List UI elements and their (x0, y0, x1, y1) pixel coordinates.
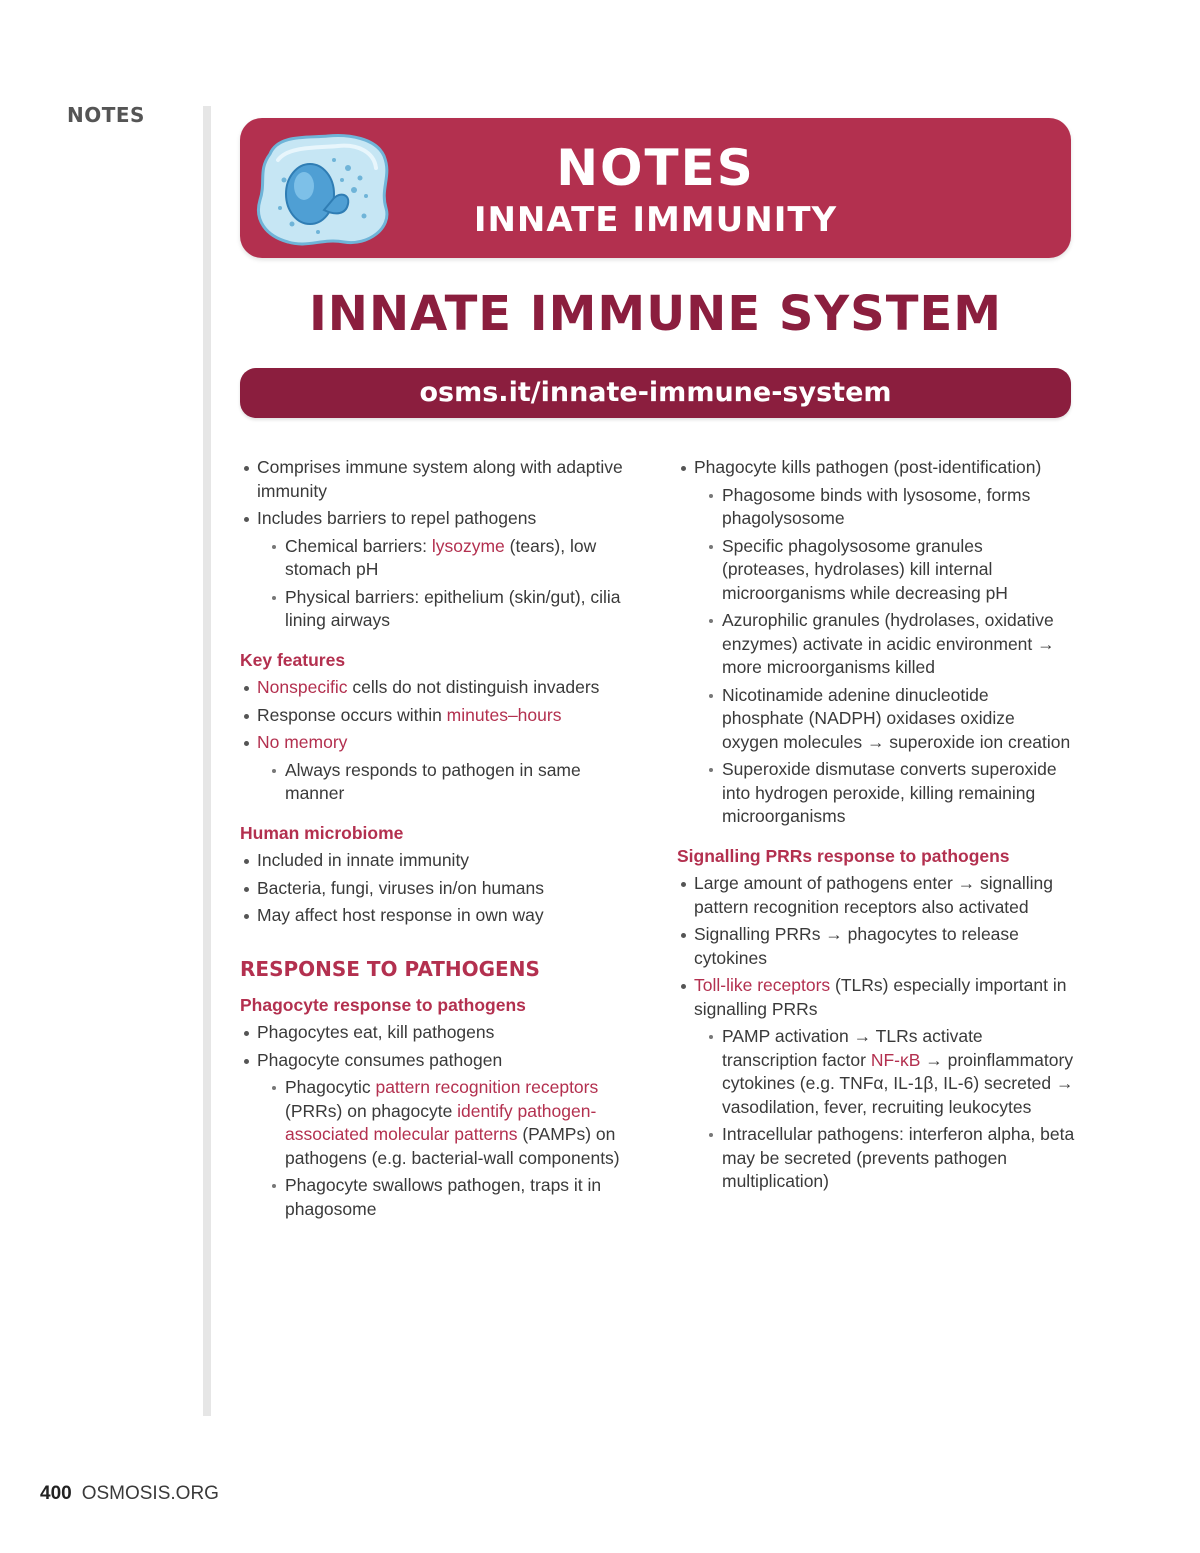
list-item: Phagosome binds with lysosome, forms phagolysosome (677, 484, 1075, 531)
url-banner[interactable] (240, 368, 1071, 418)
right-column (677, 456, 1075, 1198)
list-item: Nicotinamide adenine dinucleotide phosphate (NADPH) oxidases oxidize oxygen molecules → superoxide ion creation (677, 684, 1075, 755)
list-item: Includes barriers to repel pathogens (240, 507, 640, 531)
list-item: Superoxide dismutase converts superoxide into hydrogen peroxide, killing remaining microorganisms (677, 758, 1075, 829)
list-item: Comprises immune system along with adaptive immunity (240, 456, 640, 503)
list-item: Intracellular pathogens: interferon alpha, beta may be secreted (prevents pathogen multiplication) (677, 1123, 1075, 1194)
phagocyte-heading: Phagocyte response to pathogens (240, 994, 526, 1015)
key-features-heading: Key features (240, 649, 346, 670)
banner-subtitle: INNATE IMMUNITY (473, 200, 838, 240)
list-item: Response occurs within minutes–hours (240, 704, 640, 728)
list-item: Phagocyte swallows pathogen, traps it in phagosome (240, 1174, 640, 1221)
footer-site: OSMOSIS.ORG (81, 1483, 219, 1504)
page-title: INNATE IMMUNE SYSTEM (308, 286, 1003, 342)
list-item: PAMP activation → TLRs activate transcription factor NF-κB → proinflammatory cytokines (e.g. TNFα, IL-1β, IL-6) secreted → vasodilation, fever, recruiting leukocytes (677, 1025, 1075, 1119)
list-item: Large amount of pathogens enter → signalling pattern recognition receptors also activated (677, 872, 1075, 919)
side-divider (203, 106, 211, 1416)
banner-title: NOTES (556, 139, 755, 197)
list-item: Phagocytes eat, kill pathogens (240, 1021, 640, 1045)
list-item: Phagocyte consumes pathogen (240, 1049, 640, 1073)
list-item: Bacteria, fungi, viruses in/on humans (240, 877, 640, 901)
header-banner (240, 118, 1071, 258)
signalling-heading: Signalling PRRs response to pathogens (677, 845, 1010, 866)
page-footer (40, 1483, 219, 1505)
list-item: Always responds to pathogen in same manner (240, 759, 640, 806)
list-item: Specific phagolysosome granules (proteases, hydrolases) kill internal microorganisms while decreasing pH (677, 535, 1075, 606)
list-item: Azurophilic granules (hydrolases, oxidative enzymes) activate in acidic environment → more microorganisms killed (677, 609, 1075, 680)
list-item: May affect host response in own way (240, 904, 640, 928)
microbiome-heading: Human microbiome (240, 822, 404, 843)
url-link[interactable]: osms.it/innate-immune-system (419, 377, 892, 408)
left-column (240, 456, 640, 1225)
section-heading: RESPONSE TO PATHOGENS (240, 956, 540, 981)
list-item: Physical barriers: epithelium (skin/gut), cilia lining airways (240, 586, 640, 633)
list-item: Phagocytic pattern recognition receptors (PRRs) on phagocyte identify pathogen-associated molecular patterns (PAMPs) on pathogens (e.g. bacterial-wall components) (240, 1076, 640, 1170)
list-item: Phagocyte kills pathogen (post-identification) (677, 456, 1075, 480)
page-number: 400 (40, 1483, 72, 1504)
side-notes-label: NOTES (67, 103, 145, 127)
list-item: Included in innate immunity (240, 849, 640, 873)
list-item: Chemical barriers: lysozyme (tears), low stomach pH (240, 535, 640, 582)
list-item: Nonspecific cells do not distinguish invaders (240, 676, 640, 700)
list-item: Toll-like receptors (TLRs) especially important in signalling PRRs (677, 974, 1075, 1021)
list-item: Signalling PRRs → phagocytes to release cytokines (677, 923, 1075, 970)
list-item: No memory (240, 731, 640, 755)
